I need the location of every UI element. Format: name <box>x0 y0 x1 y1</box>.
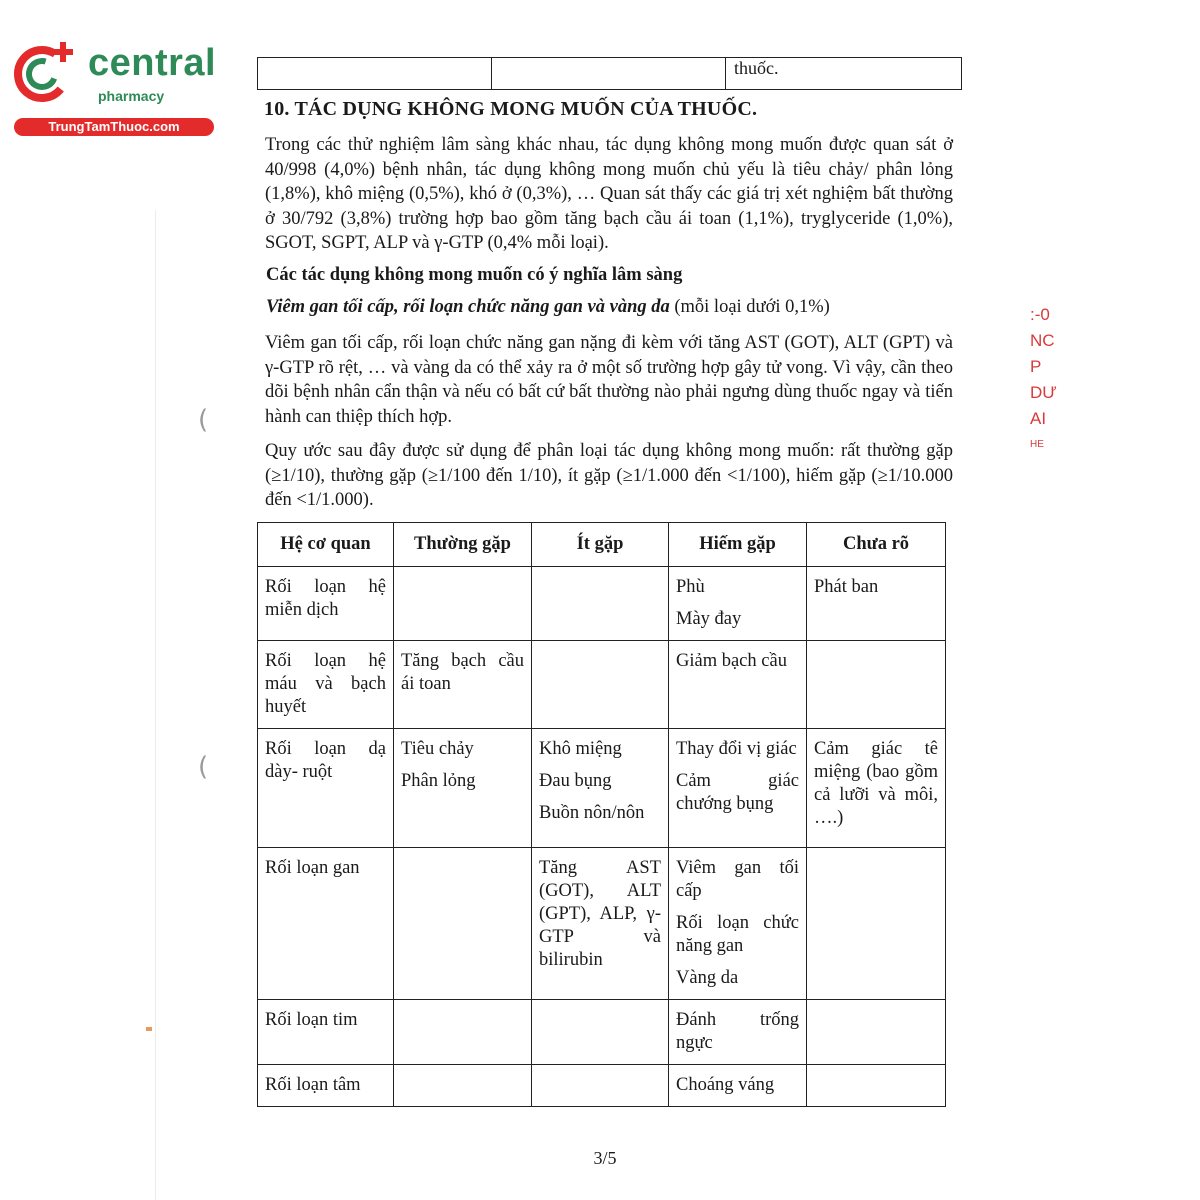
col-header-system: Hệ cơ quan <box>258 523 394 567</box>
cell-uncommon <box>532 1065 669 1107</box>
cell-common <box>394 1065 532 1107</box>
col-header-rare: Hiếm gặp <box>669 523 807 567</box>
cell-uncommon <box>532 641 669 729</box>
cell-common <box>394 1000 532 1065</box>
cell-rare <box>669 729 807 848</box>
binder-hole-mark: ( <box>198 752 209 782</box>
cell-rare <box>669 641 807 729</box>
cell-item: Rối loạn chức năng gan <box>676 913 799 956</box>
logo-subtitle: pharmacy <box>98 88 165 104</box>
cell-uncommon <box>532 1000 669 1065</box>
cell-item: Đau bụng <box>539 771 612 791</box>
cell-uncommon <box>532 567 669 641</box>
cell-uncommon <box>532 729 669 848</box>
cell-item: Mày đay <box>676 609 742 629</box>
fragment-cell-3: thuốc. <box>726 58 962 90</box>
cell-item: Viêm gan tối cấp <box>676 858 799 901</box>
col-header-uncommon: Ít gặp <box>532 523 669 567</box>
cell-item: Phát ban <box>814 577 879 597</box>
table-row <box>258 1065 946 1107</box>
cell-rare <box>669 1000 807 1065</box>
scan-speck <box>146 1027 152 1031</box>
pharmacy-cross-logo-icon <box>10 38 82 110</box>
cell-unknown <box>807 1065 946 1107</box>
cell-system: Rối loạn tim <box>258 1000 394 1065</box>
cell-rare <box>669 848 807 1000</box>
logo-brand-name: central <box>88 42 217 84</box>
heading-hepatitis-note: (mỗi loại dưới 0,1%) <box>674 297 830 317</box>
col-header-unknown: Chưa rõ <box>807 523 946 567</box>
cell-unknown <box>807 567 946 641</box>
cell-item: Khô miệng <box>539 739 622 759</box>
paragraph-hepatitis: Viêm gan tối cấp, rối loạn chức năng gan nặng đi kèm với tăng AST (GOT), ALT (GPT) và γ-GTP rõ rệt, … và vàng da có thể xảy ra ở một số trường hợp gây tử vong. Vì vậy, cần theo dõi bệnh nhân cẩn thận và nếu có bất cứ bất thường nào phải ngưng dùng thuốc ngay và tiến hành can thiệp thích hợp. <box>265 333 953 427</box>
central-pharmacy-logo <box>10 38 215 138</box>
cell-item: Choáng váng <box>676 1075 775 1095</box>
cell-system: Rối loạn hệ miễn dịch <box>258 567 394 641</box>
cell-item: Phân lỏng <box>401 771 476 791</box>
cell-item: Cảm giác chướng bụng <box>676 771 799 814</box>
page-number: 3/5 <box>593 1148 617 1168</box>
fragment-cell-2 <box>492 58 726 90</box>
fragment-cell-1 <box>258 58 492 90</box>
paragraph-trials: Trong các thử nghiệm lâm sàng khác nhau, tác dụng không mong muốn được quan sát ở 40/998 (4,0%) bệnh nhân, tác dụng không mong muốn chủ yếu là tiêu chảy/ phân lỏng (1,8%), khô miệng (0,5%), khó ở (0,3%), … Quan sát thấy các giá trị xét nghiệm bất thường ở 30/792 (3,8%) trường hợp bao gồm tăng bạch cầu ái toan (1,1%), tryglyceride (1,0%), SGOT, SGPT, ALP và γ-GTP (0,4% mỗi loại). <box>265 135 953 253</box>
cell-common <box>394 848 532 1000</box>
stamp-text: DƯ <box>1030 383 1057 402</box>
stamp-text: HE <box>1030 439 1044 450</box>
logo-site-url: TrungTamThuoc.com <box>14 118 214 136</box>
heading-clinical: Các tác dụng không mong muốn có ý nghĩa lâm sàng <box>266 265 683 285</box>
cell-item: Cảm giác tê miệng (bao gồm cả lưỡi và môi, ….) <box>814 739 938 828</box>
cell-system: Rối loạn gan <box>258 848 394 1000</box>
adverse-effects-table <box>257 522 946 1107</box>
cell-system: Rối loạn tâm <box>258 1065 394 1107</box>
cell-rare <box>669 567 807 641</box>
cell-item: Buồn nôn/nôn <box>539 803 645 823</box>
cell-common <box>394 641 532 729</box>
cell-system: Rối loạn hệ máu và bạch huyết <box>258 641 394 729</box>
cell-item: Thay đổi vị giác <box>676 739 797 759</box>
paragraph-frequency-convention: Quy ước sau đây được sử dụng để phân loại tác dụng không mong muốn: rất thường gặp (≥1/10), thường gặp (≥1/100 đến 1/10), ít gặp (≥1/1.000 đến <1/100), hiếm gặp (≥1/10.000 đến <1/1.000). <box>265 441 953 510</box>
cell-system: Rối loạn dạ dày- ruột <box>258 729 394 848</box>
table-header-row <box>258 523 946 567</box>
continued-table-fragment <box>257 57 962 90</box>
cell-unknown <box>807 848 946 1000</box>
cell-item: Phù <box>676 577 705 597</box>
table-row <box>258 848 946 1000</box>
cell-unknown <box>807 1000 946 1065</box>
cell-item: Tiêu chảy <box>401 739 474 759</box>
cell-item: Giảm bạch cầu <box>676 651 787 671</box>
table-row <box>258 1000 946 1065</box>
cell-item: Tăng bạch cầu ái toan <box>401 651 524 694</box>
cell-common <box>394 729 532 848</box>
cell-item: Đánh trống ngực <box>676 1010 799 1053</box>
cell-item: Vàng da <box>676 968 739 988</box>
table-row <box>258 729 946 848</box>
heading-hepatitis-title: Viêm gan tối cấp, rối loạn chức năng gan và vàng da <box>266 297 670 317</box>
stamp-text: AI <box>1030 409 1047 428</box>
cell-unknown <box>807 729 946 848</box>
table-row <box>258 641 946 729</box>
stamp-text: :-0 <box>1030 305 1050 324</box>
table-row <box>258 567 946 641</box>
stamp-text: P <box>1030 357 1042 376</box>
binder-hole-mark: ( <box>198 405 209 435</box>
cell-uncommon <box>532 848 669 1000</box>
red-stamp-fragment <box>1030 302 1058 478</box>
heading-hepatitis <box>266 297 830 318</box>
cell-rare <box>669 1065 807 1107</box>
scan-edge-line <box>155 210 156 1200</box>
cell-common <box>394 567 532 641</box>
stamp-text: NC <box>1030 331 1055 350</box>
col-header-common: Thường gặp <box>394 523 532 567</box>
cell-item: Tăng AST (GOT), ALT (GPT), ALP, γ-GTP và bilirubin <box>539 858 661 970</box>
cell-unknown <box>807 641 946 729</box>
section-title: 10. TÁC DỤNG KHÔNG MONG MUỐN CỦA THUỐC. <box>264 98 758 120</box>
